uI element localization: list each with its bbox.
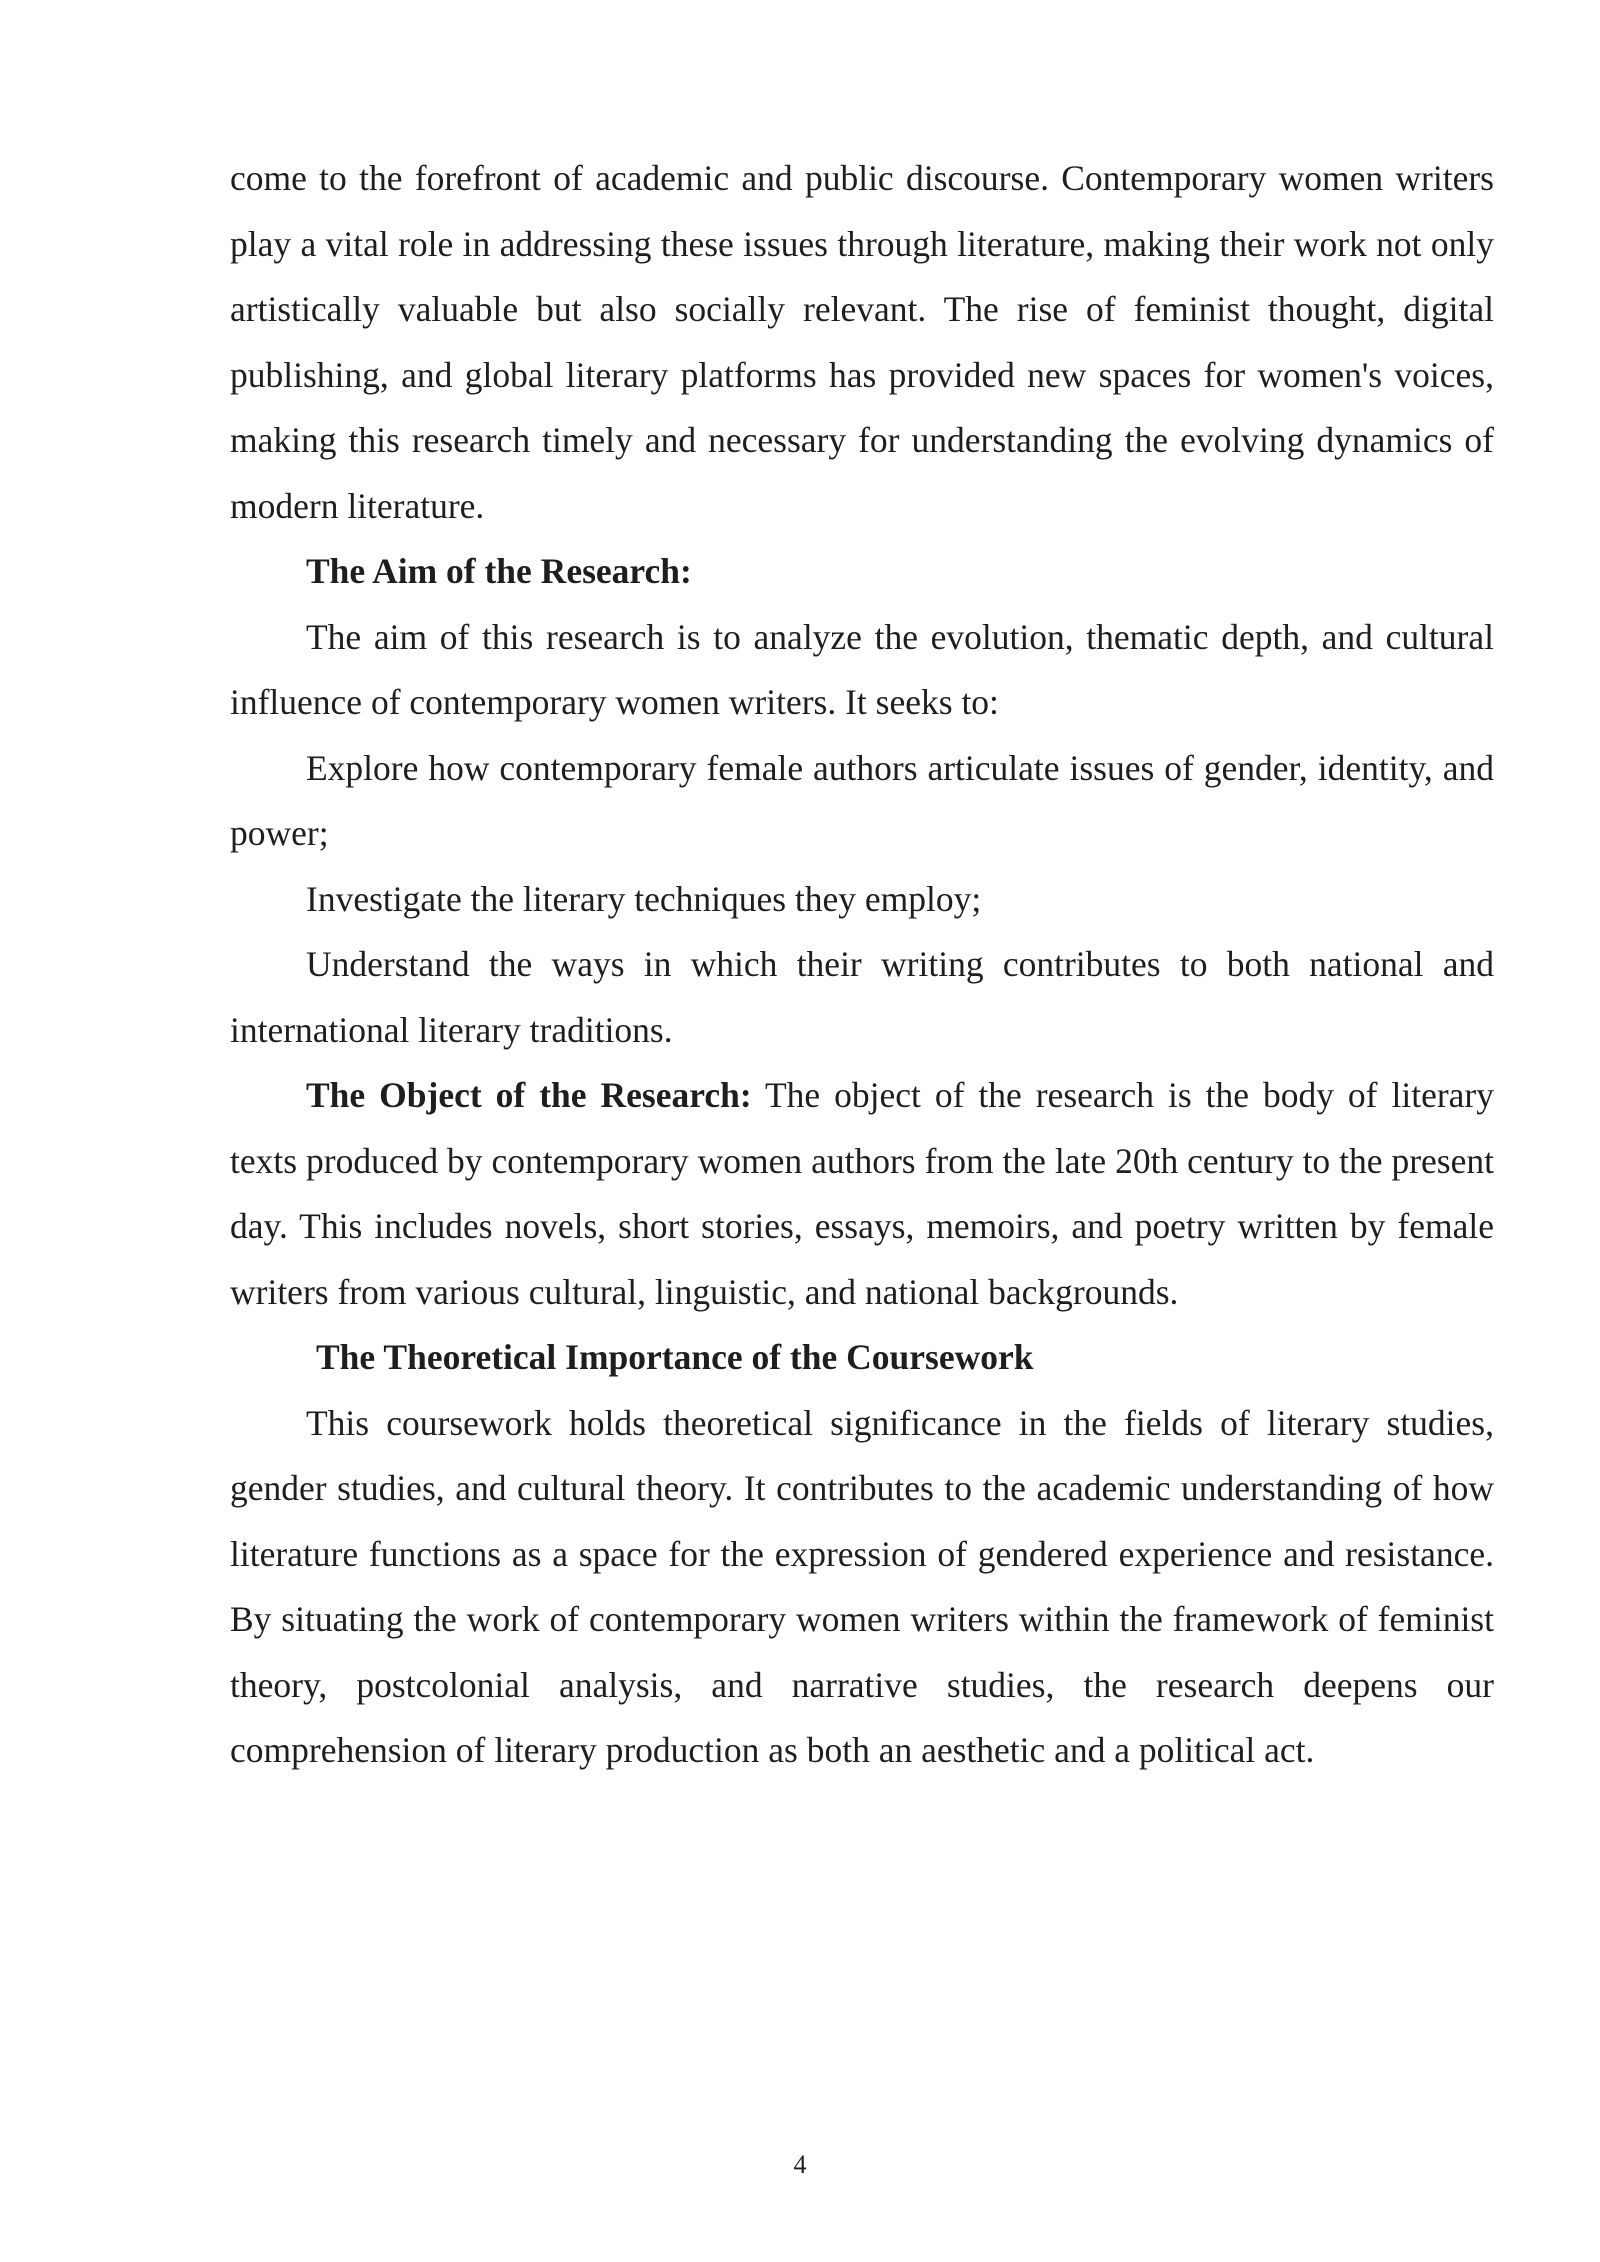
paragraph-intro-continued: come to the forefront of academic and public discourse. Contemporary women writers play a vital role in addressing these issues through literature, making their work not only artistically valuable but also socially relevant. The rise of feminist thought, digital publishing, and global literary platforms has provided new spaces for women's voices, making this research timely and necessary for understanding the evolving dynamics of modern literature. <box>230 158 1494 526</box>
object-text: The object of the research is the body of literary texts produced by contemporary women authors from the late 20th century to the present day. This includes novels, short stories, essays, memoirs, and poetry written by female writers from various cultural, linguistic, and national backgrounds. <box>230 1075 1494 1312</box>
document-page <box>230 146 1494 1784</box>
aim-item-1: Explore how contemporary female authors articulate issues of gender, identity, and power; <box>230 747 1494 853</box>
page-number: 4 <box>793 2150 807 2179</box>
object-paragraph <box>230 1063 1494 1325</box>
object-heading: The Object of the Research: <box>306 1075 752 1115</box>
aim-item-3: Understand the ways in which their writing contributes to both national and international literary traditions. <box>230 944 1494 1050</box>
aim-intro-paragraph: The aim of this research is to analyze the evolution, thematic depth, and cultural influence of contemporary women writers. It seeks to: <box>230 616 1494 722</box>
theoretical-importance-heading: The Theoretical Importance of the Coursework <box>316 1337 1034 1377</box>
aim-item-2: Investigate the literary techniques they employ; <box>306 878 982 919</box>
theoretical-importance-paragraph: This coursework holds theoretical significance in the fields of literary studies, gender studies, and cultural theory. It contributes to the academic understanding of how literature functions as a space for the expression of gendered experience and resistance. By situating the work of contemporary women writers within the framework of feminist theory, postcolonial analysis, and narrative studies, the research deepens our comprehension of literary production as both an aesthetic and a political act. <box>230 1402 1494 1770</box>
aim-heading: The Aim of the Research: <box>306 551 692 591</box>
